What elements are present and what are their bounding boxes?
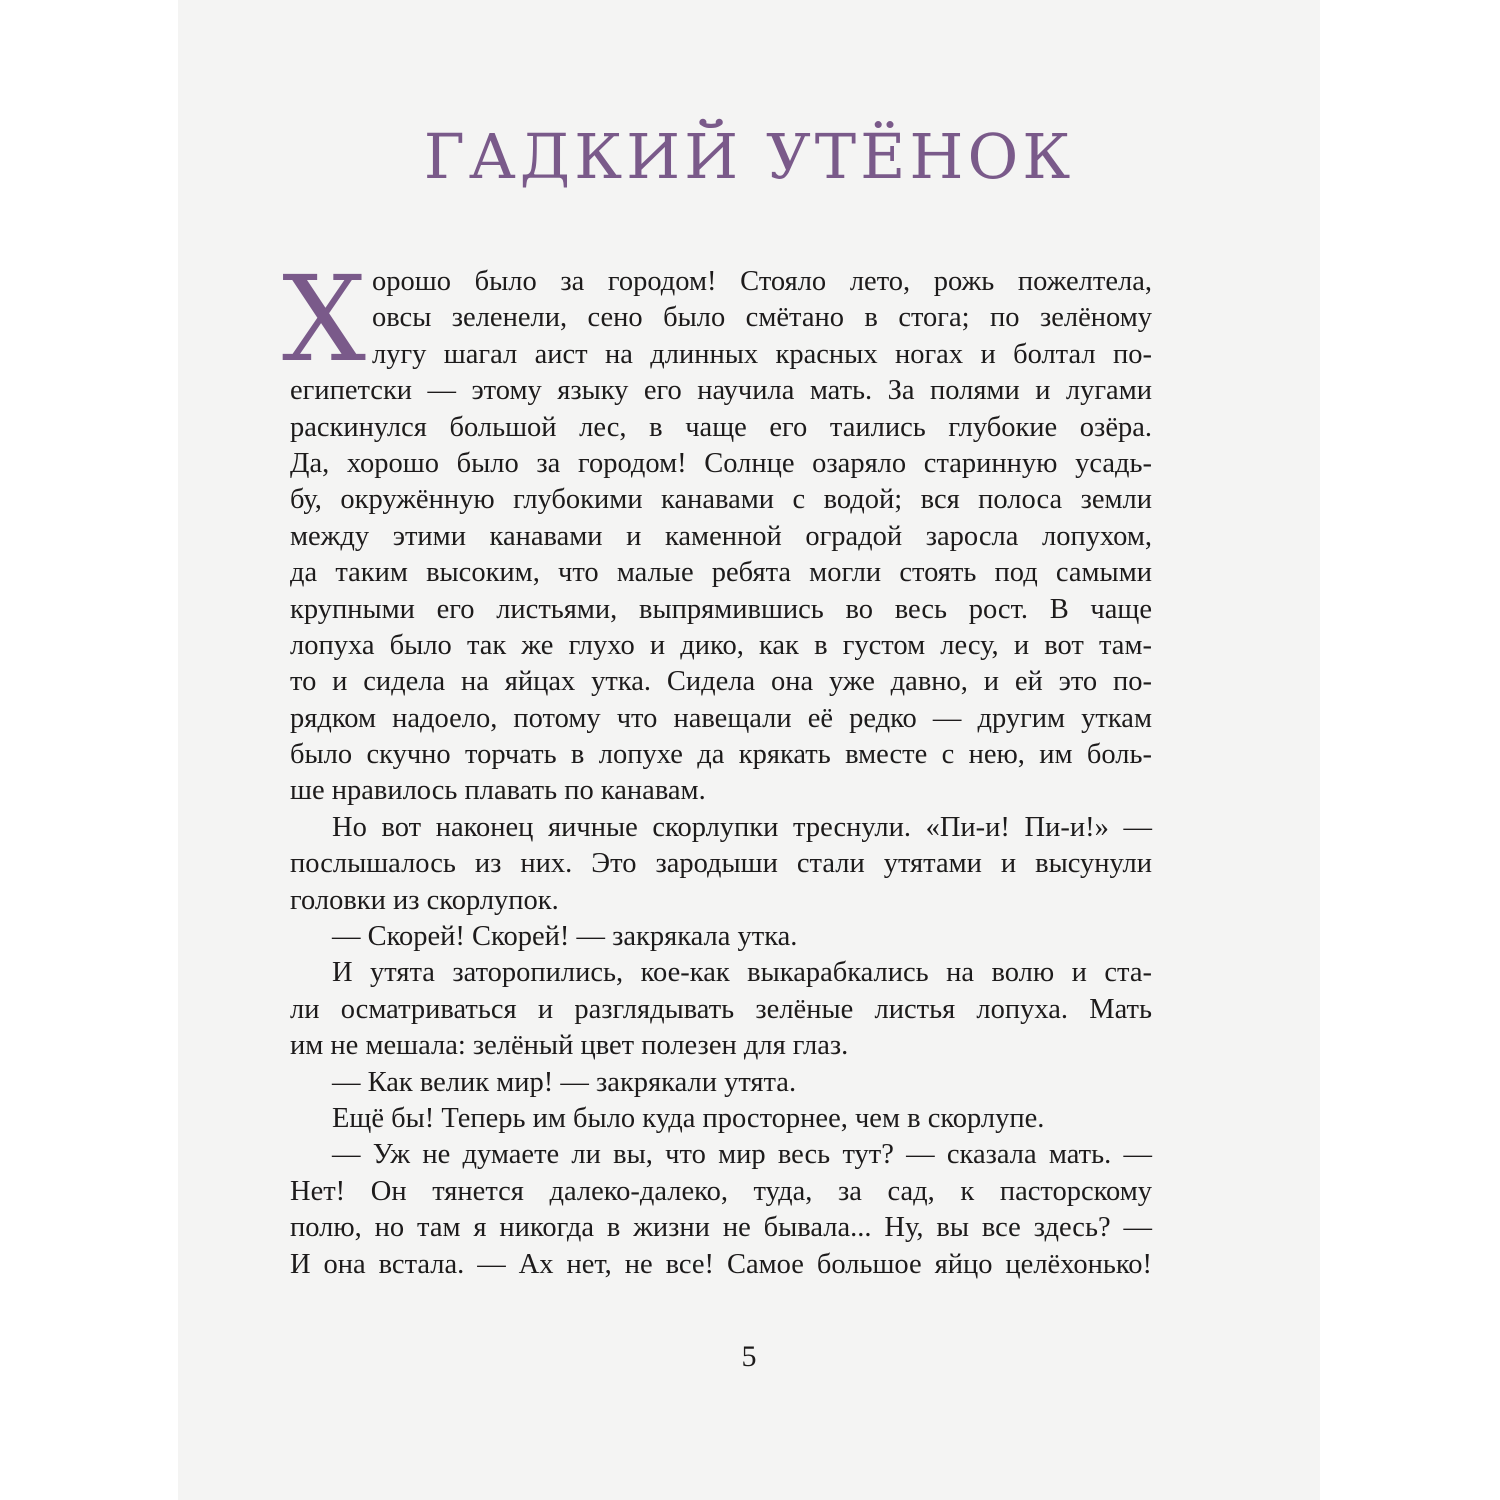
page-number: 5 <box>741 1340 757 1373</box>
text-line: Да, хорошо было за городом! Солнце озаряло старинную усадь- <box>290 447 1152 479</box>
text-line: Ещё бы! Теперь им было куда просторнее, чем в скорлупе. <box>332 1102 1045 1134</box>
text-line: рядком надоело, потому что навещали её редко — другим уткам <box>290 702 1152 734</box>
text-line: то и сидела на яйцах утка. Сидела она уже давно, и ей это по- <box>290 666 1152 698</box>
body-text <box>282 250 1152 1283</box>
text-line: лопуха было так же глухо и дико, как в густом лесу, и вот там- <box>290 629 1152 661</box>
text-line: Но вот наконец яичные скорлупки треснули. «Пи-и! Пи-и!» — <box>332 811 1152 843</box>
text-line: — Как велик мир! — закрякали утята. <box>332 1066 797 1098</box>
text-line: послышалось из них. Это зародыши стали утятами и высунули <box>290 848 1152 880</box>
text-line: — Уж не думаете ли вы, что мир весь тут? — сказала мать. — <box>332 1139 1152 1171</box>
drop-cap: Х <box>282 250 367 388</box>
text-line: лугу шагал аист на длинных красных ногах и болтал по- <box>372 338 1152 370</box>
text-line: И она встала. — Ах нет, не все! Самое большое яйцо целёхонько! <box>290 1248 1152 1280</box>
text-line: бу, окружённую глубокими канавами с водой; вся полоса земли <box>290 484 1152 516</box>
text-line: полю, но там я никогда в жизни не бывала... Ну, вы все здесь? — <box>290 1212 1152 1244</box>
text-line: овсы зеленели, сено было смётано в стога; по зелёному <box>372 302 1152 334</box>
text-line: было скучно торчать в лопухе да крякать вместе с нею, им боль- <box>290 739 1152 771</box>
text-line: да таким высоким, что малые ребята могли стоять под самыми <box>290 557 1152 589</box>
text-line: — Скорей! Скорей! — закрякала утка. <box>332 921 798 953</box>
text-line: Нет! Он тянется далеко-далеко, туда, за сад, к пасторскому <box>290 1175 1152 1207</box>
text-line: им не мешала: зелёный цвет полезен для глаз. <box>290 1030 849 1062</box>
text-line: орошо было за городом! Стояло лето, рожь пожелтела, <box>372 266 1152 297</box>
text-line: египетски — этому языку его научила мать. За полями и лугами <box>290 375 1152 407</box>
text-line: ше нравилось плавать по канавам. <box>290 775 706 807</box>
text-line: раскинулся большой лес, в чаще его таились глубокие озёра. <box>290 411 1152 443</box>
text-line: головки из скорлупок. <box>290 884 559 916</box>
chapter-title: ГАДКИЙ УТЁНОК <box>423 120 1075 193</box>
text-line: И утята заторопились, кое-как выкарабкались на волю и ста- <box>332 957 1152 989</box>
text-line: крупными его листьями, выпрямившись во весь рост. В чаще <box>290 593 1152 625</box>
book-page <box>178 0 1320 1500</box>
text-line: между этими канавами и каменной оградой заросла лопухом, <box>290 520 1152 552</box>
text-line: ли осматриваться и разглядывать зелёные листья лопуха. Мать <box>290 993 1152 1025</box>
